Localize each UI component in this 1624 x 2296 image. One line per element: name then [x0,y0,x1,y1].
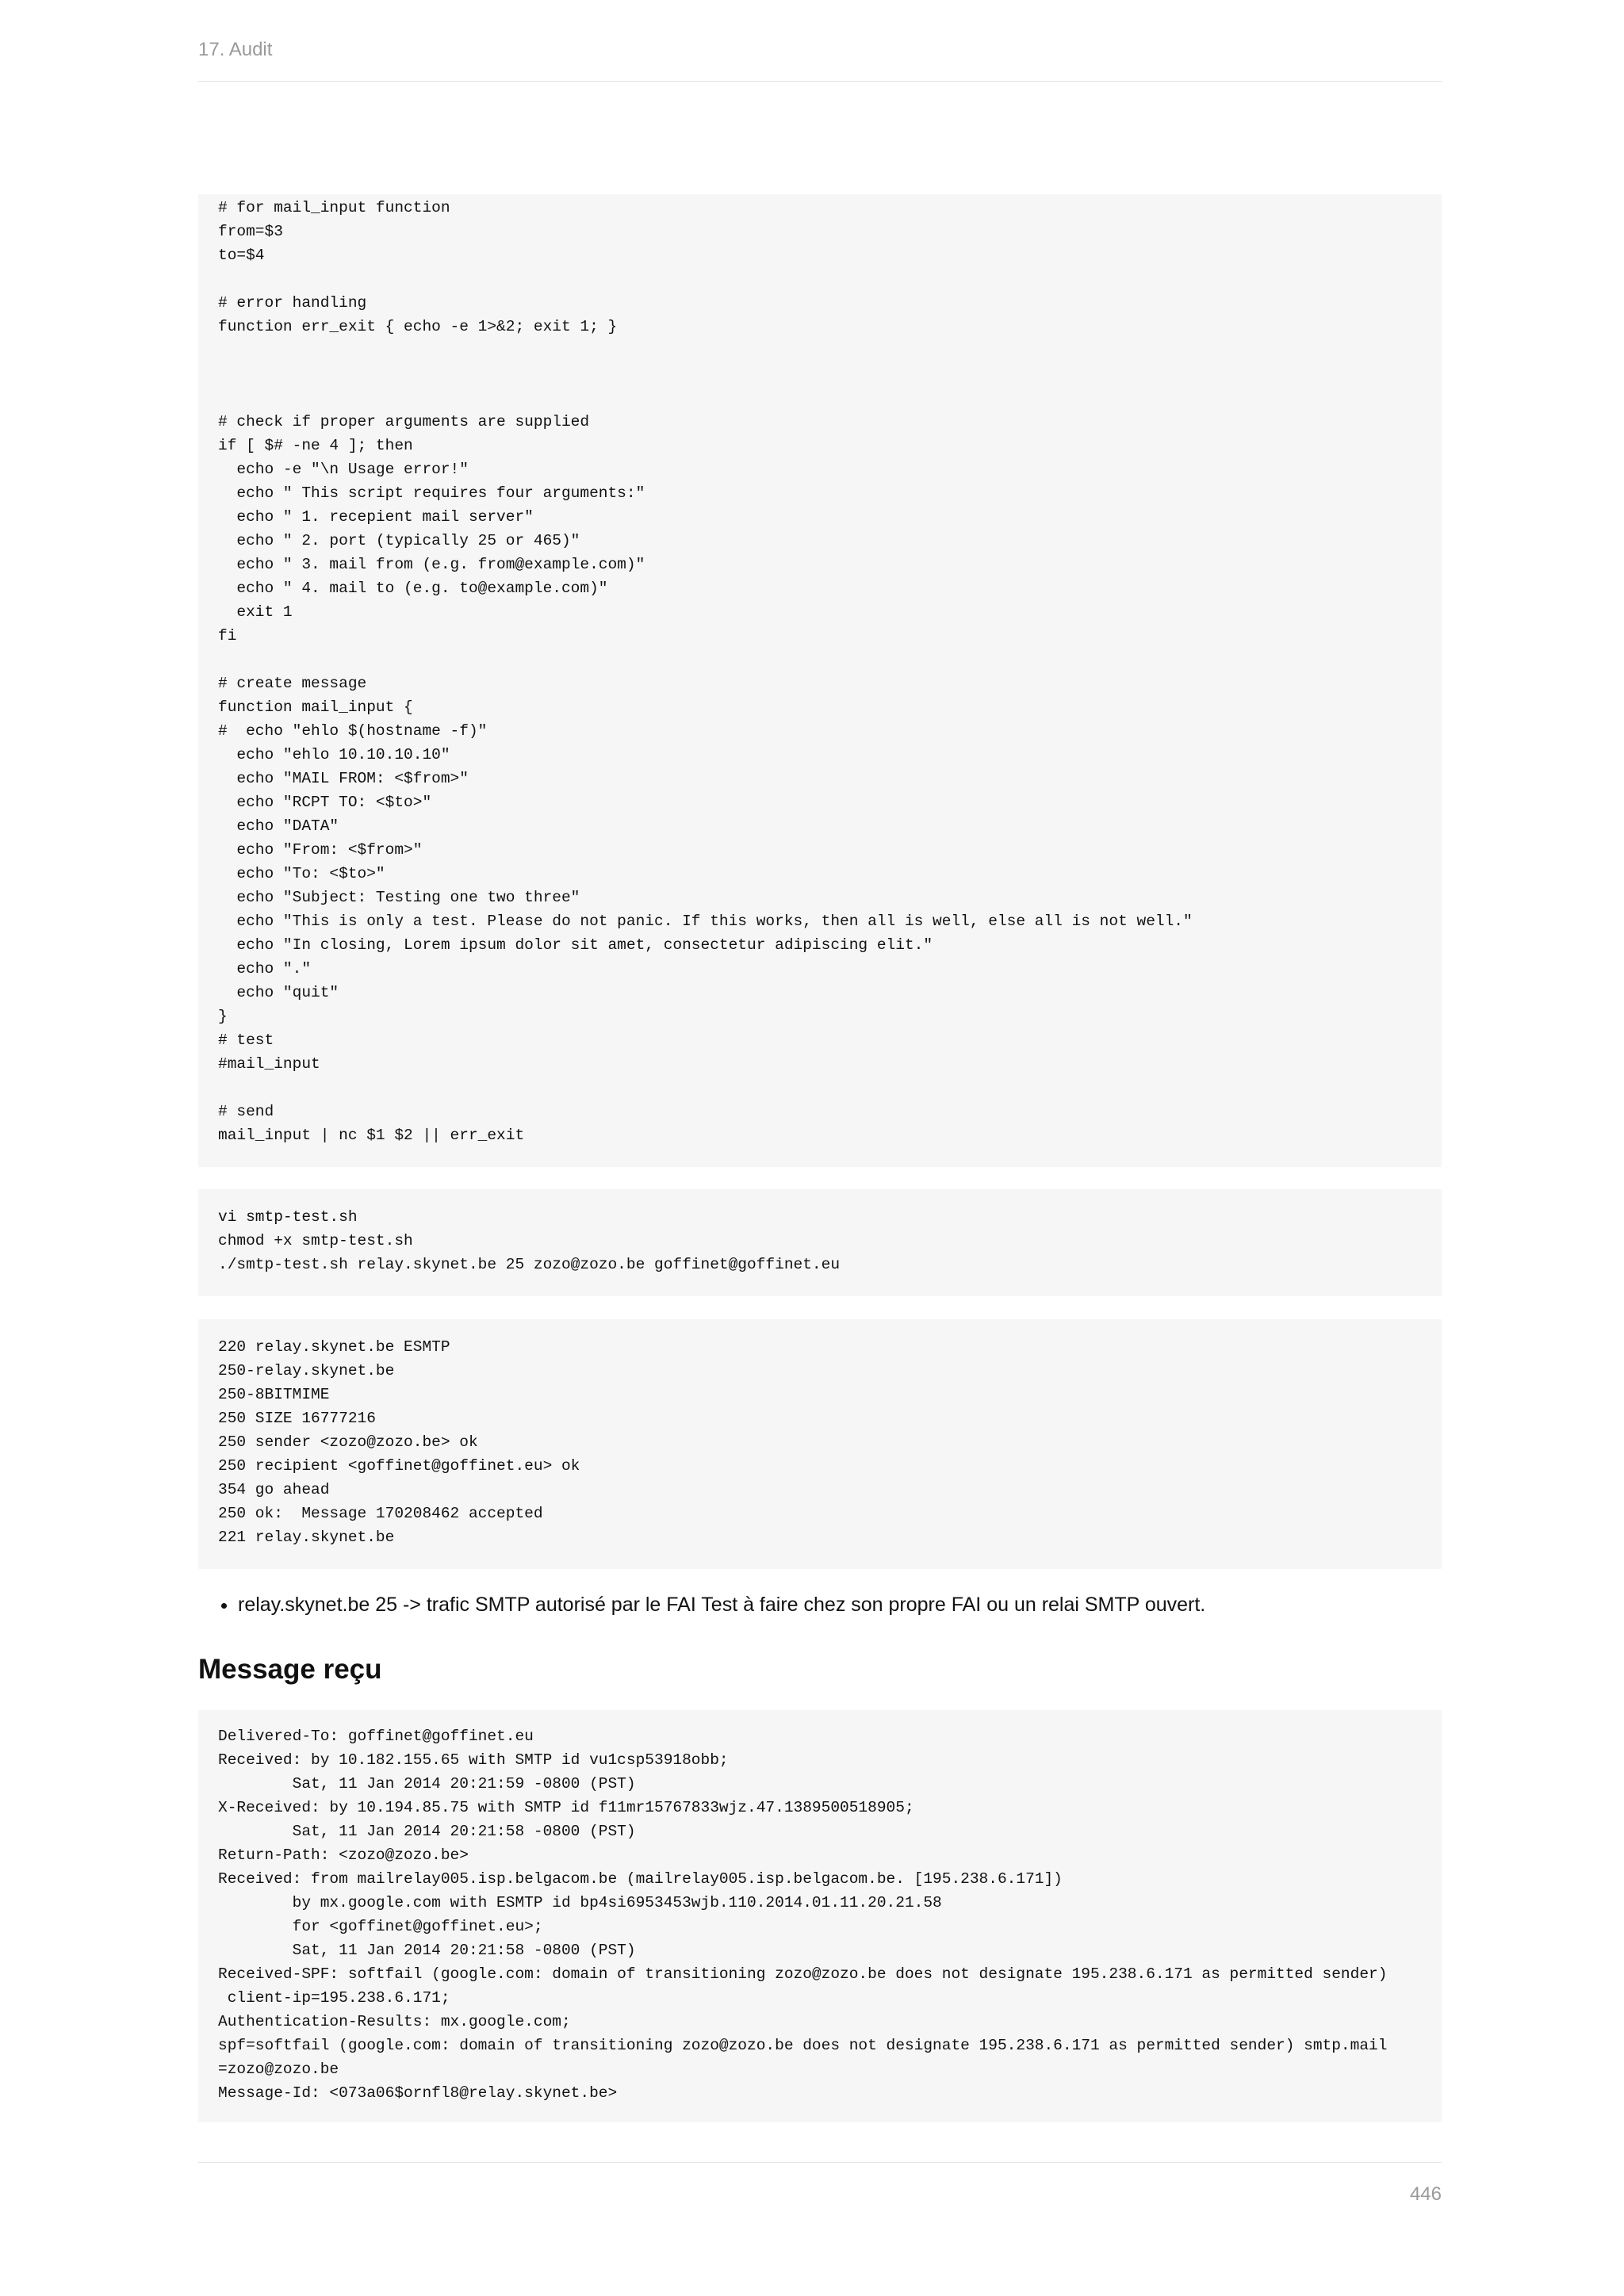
page-header [198,36,1442,82]
code-block-smtp-output: 220 relay.skynet.be ESMTP 250-relay.skynet.be 250-8BITMIME 250 SIZE 16777216 250 sender <zozo@zozo.be> ok 250 recipient <goffinet@goffinet.eu> ok 354 go ahead 250 ok: Message 170208462 accepted 221 relay.skynet.be [198,1319,1442,1569]
list-item: • relay.skynet.be 25 -> trafic SMTP autorisé par le FAI Test à faire chez son propre FAI ou un relai SMTP ouvert. [238,1590,1442,1619]
bullet-list [198,1590,1442,1619]
section-heading: Message reçu [198,1654,382,1685]
page-footer [198,2162,1442,2210]
chapter-title: 17. Audit [198,39,273,60]
page-number: 446 [1409,2183,1442,2205]
code-block-smtp-script: # for mail_input function from=$3 to=$4 # error handling function err_exit { echo -e 1>&2; exit 1; } # check if proper arguments are supplied if [ $# -ne 4 ]; then echo -e "\n Usage error!" echo " This script requires four arguments:" echo " 1. recepient mail server" echo " 2. port (typically 25 or 465)" echo " 3. mail from (e.g. from@example.com)" echo " 4. mail to (e.g. to@example.com)" exit 1 fi # create message function mail_input { # echo "ehlo $(hostname -f)" echo "ehlo 10.10.10.10" echo "MAIL FROM: <$from>" echo "RCPT TO: <$to>" echo "DATA" echo "From: <$from>" echo "To: <$to>" echo "Subject: Testing one two three" echo "This is only a test. Please do not panic. If this works, then all is well, else all is not well." echo "In closing, Lorem ipsum dolor sit amet, consectetur adipiscing elit." echo "." echo "quit" } # test #mail_input # send mail_input | nc $1 $2 || err_exit [198,194,1442,1167]
code-block-commands: vi smtp-test.sh chmod +x smtp-test.sh ./smtp-test.sh relay.skynet.be 25 zozo@zozo.be goffinet@goffinet.eu [198,1189,1442,1296]
code-block-message-headers: Delivered-To: goffinet@goffinet.eu Received: by 10.182.155.65 with SMTP id vu1csp53918obb; Sat, 11 Jan 2014 20:21:59 -0800 (PST) X-Received: by 10.194.85.75 with SMTP id f11mr15767833wjz.47.1389500518905; Sat, 11 Jan 2014 20:21:58 -0800 (PST) Return-Path: <zozo@zozo.be> Received: from mailrelay005.isp.belgacom.be (mailrelay005.isp.belgacom.be. [195.238.6.171]) by mx.google.com with ESMTP id bp4si6953453wjb.110.2014.01.11.20.21.58 for <goffinet@goffinet.eu>; Sat, 11 Jan 2014 20:21:58 -0800 (PST) Received-SPF: softfail (google.com: domain of transitioning zozo@zozo.be does not designate 195.238.6.171 as permitted sender) client-ip=195.238.6.171; Authentication-Results: mx.google.com; spf=softfail (google.com: domain of transitioning zozo@zozo.be does not designate 195.238.6.171 as permitted sender) smtp.mail =zozo@zozo.be Message-Id: <073a06$ornfl8@relay.skynet.be> [198,1710,1442,2122]
